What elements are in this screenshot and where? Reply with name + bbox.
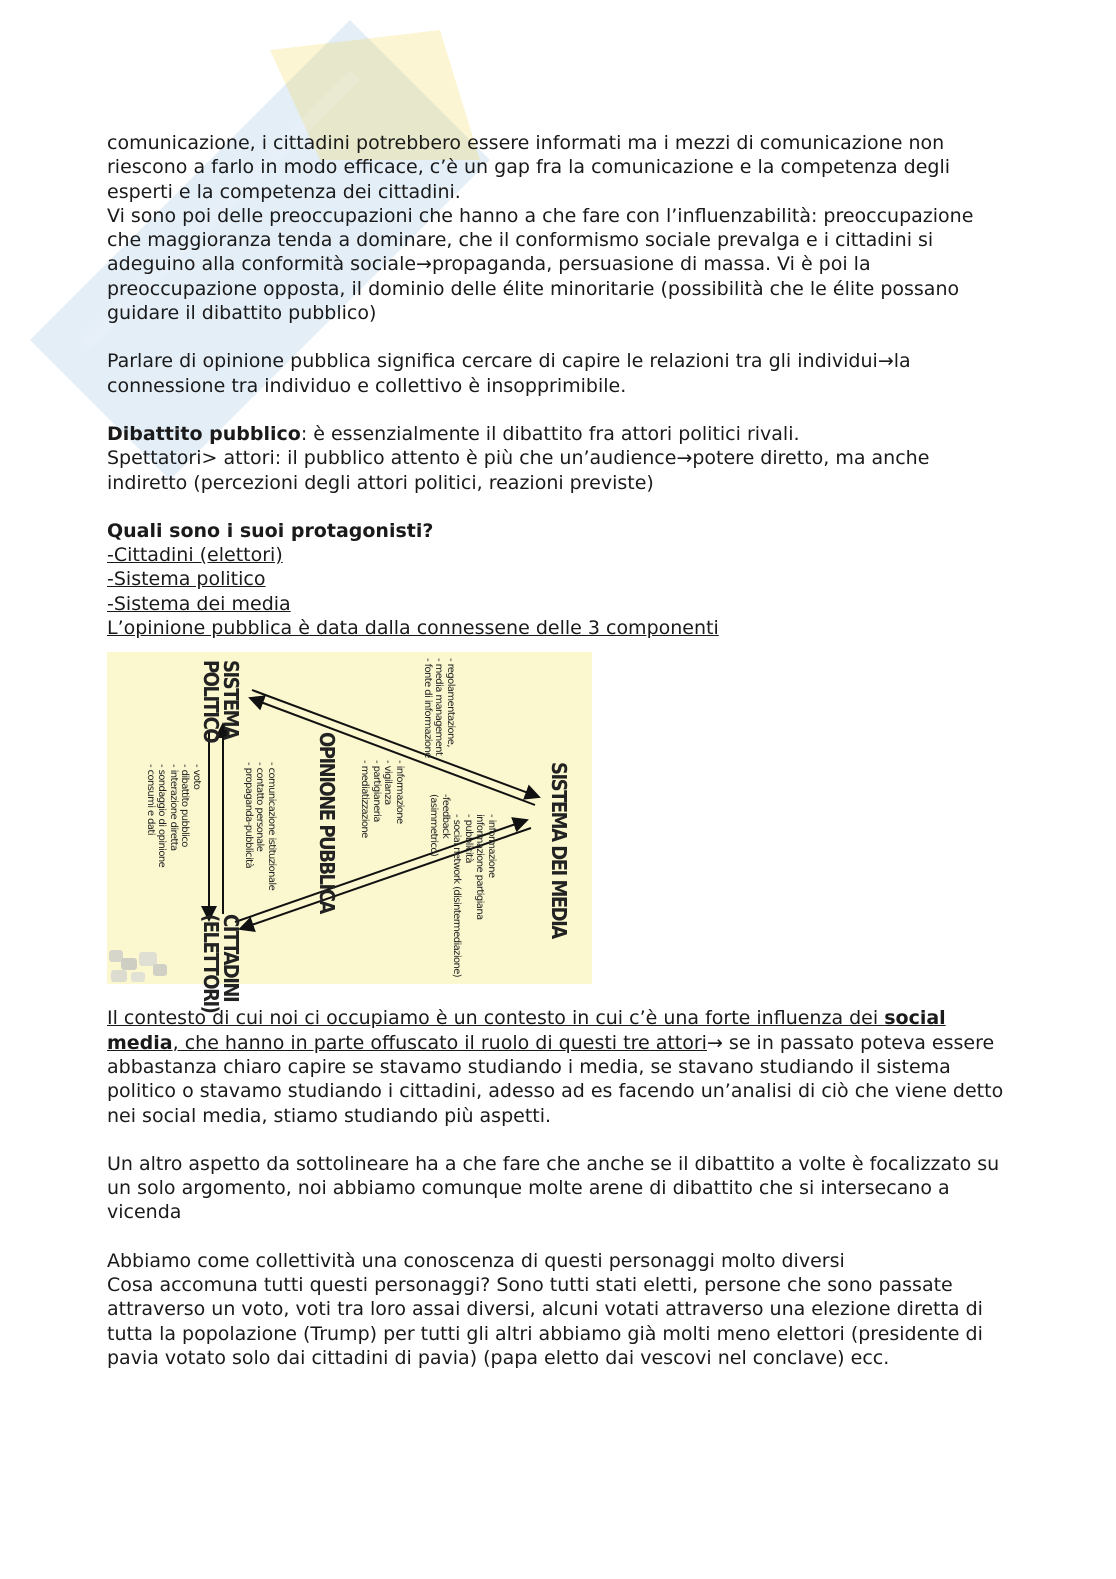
paragraph-collectivity: Abbiamo come collettività una conoscenza di questi personaggi molto diversi	[107, 1249, 845, 1272]
center-label-public-opinion: OPINIONE PUBBLICA	[315, 732, 339, 914]
labels-politico-to-cittadini: - comunicazione istituzionale - contatto personale - propaganda-pubblicità	[243, 762, 277, 891]
labels-politico-to-media: - regolamentazione, - media management - fonte di informazione	[422, 658, 456, 759]
labels-cittadini-to-media: -feedback (asimmetrico)	[428, 794, 451, 857]
puzzle-icon	[109, 950, 167, 982]
document-body	[107, 131, 1007, 1370]
term-public-debate: Dibattito pubblico	[107, 422, 301, 445]
arrow-icon: →	[676, 447, 693, 470]
list-note: L’opinione pubblica è data dalla connessene delle 3 componenti	[107, 617, 719, 640]
paragraph-public-opinion: Parlare di opinione pubblica significa cercare di capire le relazioni tra gli individui→la connessione tra individuo e collettivo è insopprimibile.	[107, 350, 911, 397]
paragraph-arenas: Un altro aspetto da sottolineare ha a che fare che anche se il dibattito a volte è focalizzato su un solo argomento, noi abbiamo comunque molte arene di dibattito che si intersecano a vicenda	[107, 1152, 1000, 1224]
term-social-media: social media	[107, 1007, 946, 1054]
paragraph-public-debate: Dibattito pubblico: è essenzialmente il dibattito fra attori politici rivali.	[107, 422, 800, 445]
paragraph-influence: Vi sono poi delle preoccupazioni che hanno a che fare con l’influenzabilità: preoccupazione che maggioranza tenda a dominare, che il conformismo sociale prevalga e i cittadini si adeguino alla conformità sociale→propaganda, persuasione di massa. Vi è poi la preoccupazione opposta, il dominio delle élite minoritarie (possibilità che le élite possano guidare il dibattito pubblico)	[107, 204, 974, 325]
node-media-system: SISTEMA DEI MEDIA	[547, 762, 571, 939]
list-item-citizens: -Cittadini (elettori)	[107, 544, 283, 567]
list-item-media-system: -Sistema dei media	[107, 592, 291, 615]
paragraph-social-media: Il contesto di cui noi ci occupiamo è un contesto in cui c’è una forte influenza dei social media, che hanno in parte offuscato il ruolo di questi tre attori→ se in passato poteva essere abbastanza chiaro capire se stavamo studiando i media, se stavano studiando il sistema politico o stavamo studiando i cittadini, adesso ad es facendo un’analisi di ciò che viene detto nei social media, stiamo studiando più aspetti.	[107, 1007, 1004, 1127]
labels-cittadini-to-politico: - voto - dibattito pubblico - interazione diretta - sondaggio di opinione - consumi e dati	[145, 764, 202, 868]
arrow-icon: →	[416, 253, 432, 276]
paragraph-elected: Cosa accomuna tutti questi personaggi? Sono tutti stati eletti, persone che sono passate attraverso un voto, voti tra loro assai diversi, alcuni votati attraverso una elezione diretta di tutta la popolazione (Trump) per tutti gli altri abbiamo già molti meno elettori (presidente di pavia votato solo dai cittadini di pavia) (papa eletto dai vescovi nel conclave) ecc.	[107, 1274, 983, 1369]
node-political-system: SISTEMA POLITICO	[199, 660, 243, 743]
arrow-icon: →	[706, 1031, 723, 1054]
arrow-icon: →	[877, 350, 894, 373]
labels-media-to-cittadini: - informazione informazione partigiana - pubblicità - social network (disintermediazione)	[451, 814, 497, 978]
list-item-political-system: -Sistema politico	[107, 568, 266, 591]
public-opinion-diagram	[107, 652, 592, 1013]
paragraph-spectators: Spettatori> attori: il pubblico attento è più che un’audience→potere diretto, ma anche indiretto (percezioni degli attori politici, reazioni previste)	[107, 447, 930, 494]
labels-media-to-politico: - informazione - vigilanza - partigianeria - mediatizzazione	[359, 760, 405, 839]
section-heading: Quali sono i suoi protagonisti?	[107, 519, 434, 542]
node-citizens: CITTADINI (ELETTORI)	[199, 914, 243, 1013]
paragraph-gap-communication: comunicazione, i cittadini potrebbero essere informati ma i mezzi di comunicazione non riescono a farlo in modo efficace, c’è un gap fra la comunicazione e la competenza degli esperti e la competenza dei cittadini.	[107, 132, 950, 203]
